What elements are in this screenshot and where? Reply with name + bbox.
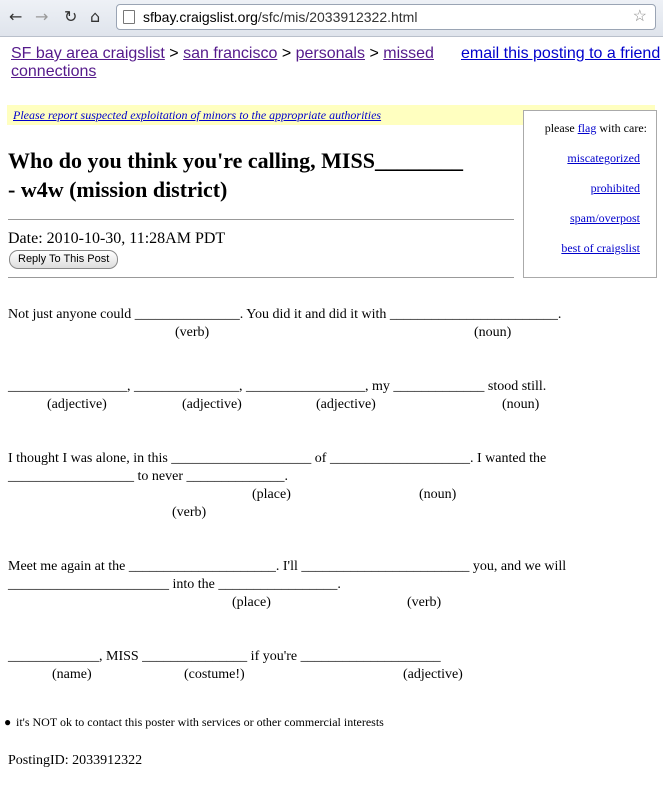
- breadcrumb-subcategory-link[interactable]: missed connections: [11, 45, 434, 80]
- body-line: _________________, _______________, _________________, my _____________ stood still.: [8, 379, 547, 394]
- body-line: _______________________ into the _________________.: [8, 577, 341, 592]
- flag-spam-link[interactable]: spam/overpost: [570, 211, 640, 225]
- divider: [8, 219, 514, 220]
- blank-caption: (adjective): [182, 397, 242, 412]
- blank-caption: (place): [232, 595, 271, 610]
- url-text: sfbay.craigslist.org/sfc/mis/2033912322.html: [143, 9, 418, 25]
- flag-caption: please flag with care:: [544, 121, 647, 135]
- back-arrow-icon[interactable]: ←: [9, 7, 23, 26]
- blank-caption: (verb): [175, 325, 210, 340]
- body-line: I thought I was alone, in this ____________________ of ____________________. I wanted the: [8, 451, 547, 466]
- breadcrumb-category-link[interactable]: personals: [295, 45, 365, 62]
- blank-caption: (adjective): [316, 397, 376, 412]
- divider: [8, 277, 514, 278]
- breadcrumb-separator: >: [169, 45, 179, 62]
- report-exploitation-link[interactable]: Please report suspected exploitation of minors to the appropriate authorities: [13, 108, 382, 122]
- breadcrumb-site-link[interactable]: SF bay area craigslist: [11, 45, 165, 62]
- flag-box: [523, 110, 657, 278]
- bullet-icon: ●: [4, 715, 12, 729]
- breadcrumb-separator: >: [281, 45, 292, 62]
- bookmark-star-icon[interactable]: ☆: [632, 8, 647, 25]
- body-line: __________________ to never ______________.: [8, 469, 288, 484]
- breadcrumb-separator: >: [369, 45, 379, 62]
- breadcrumb-city-link[interactable]: san francisco: [183, 45, 278, 62]
- email-posting-link[interactable]: email this posting to a friend: [461, 45, 661, 62]
- posting-date: Date: 2010-10-30, 11:28AM PDT: [8, 230, 226, 247]
- blank-caption: (noun): [502, 397, 540, 412]
- blank-caption: (adjective): [47, 397, 107, 412]
- breadcrumb: [11, 45, 441, 81]
- flag-link[interactable]: flag: [577, 121, 597, 135]
- address-bar[interactable]: [116, 4, 656, 30]
- posting-id: PostingID: 2033912322: [8, 753, 143, 768]
- commercial-interest-notice: ● it's NOT ok to contact this poster with services or other commercial interests: [4, 715, 384, 729]
- flag-miscategorized-link[interactable]: miscategorized: [567, 151, 640, 165]
- flag-best-of-link[interactable]: best of craigslist: [561, 241, 640, 255]
- posting-title: Who do you think you're calling, MISS________ - w4w (mission district): [8, 148, 463, 202]
- blank-caption: (verb): [407, 595, 442, 610]
- blank-caption: (adjective): [403, 667, 463, 682]
- page-icon: [123, 10, 135, 24]
- blank-caption: (noun): [474, 325, 512, 340]
- flag-prohibited-link[interactable]: prohibited: [590, 181, 640, 195]
- blank-caption: (noun): [419, 487, 457, 502]
- body-line: Meet me again at the _____________________. I'll ________________________ you, and we will: [8, 559, 567, 574]
- reply-button[interactable]: Reply To This Post: [9, 250, 118, 269]
- blank-caption: (place): [252, 487, 291, 502]
- blank-caption: (name): [52, 667, 92, 682]
- browser-toolbar: [0, 0, 663, 37]
- blank-caption: (verb): [172, 505, 207, 520]
- blank-caption: (costume!): [184, 667, 245, 682]
- body-line: Not just anyone could _______________. You did it and did it with ________________________.: [8, 307, 562, 322]
- reload-icon[interactable]: ↻: [64, 7, 78, 26]
- forward-arrow-icon[interactable]: →: [35, 7, 49, 26]
- home-icon[interactable]: ⌂: [90, 7, 101, 26]
- body-line: _____________, MISS _______________ if you're ____________________: [8, 649, 441, 664]
